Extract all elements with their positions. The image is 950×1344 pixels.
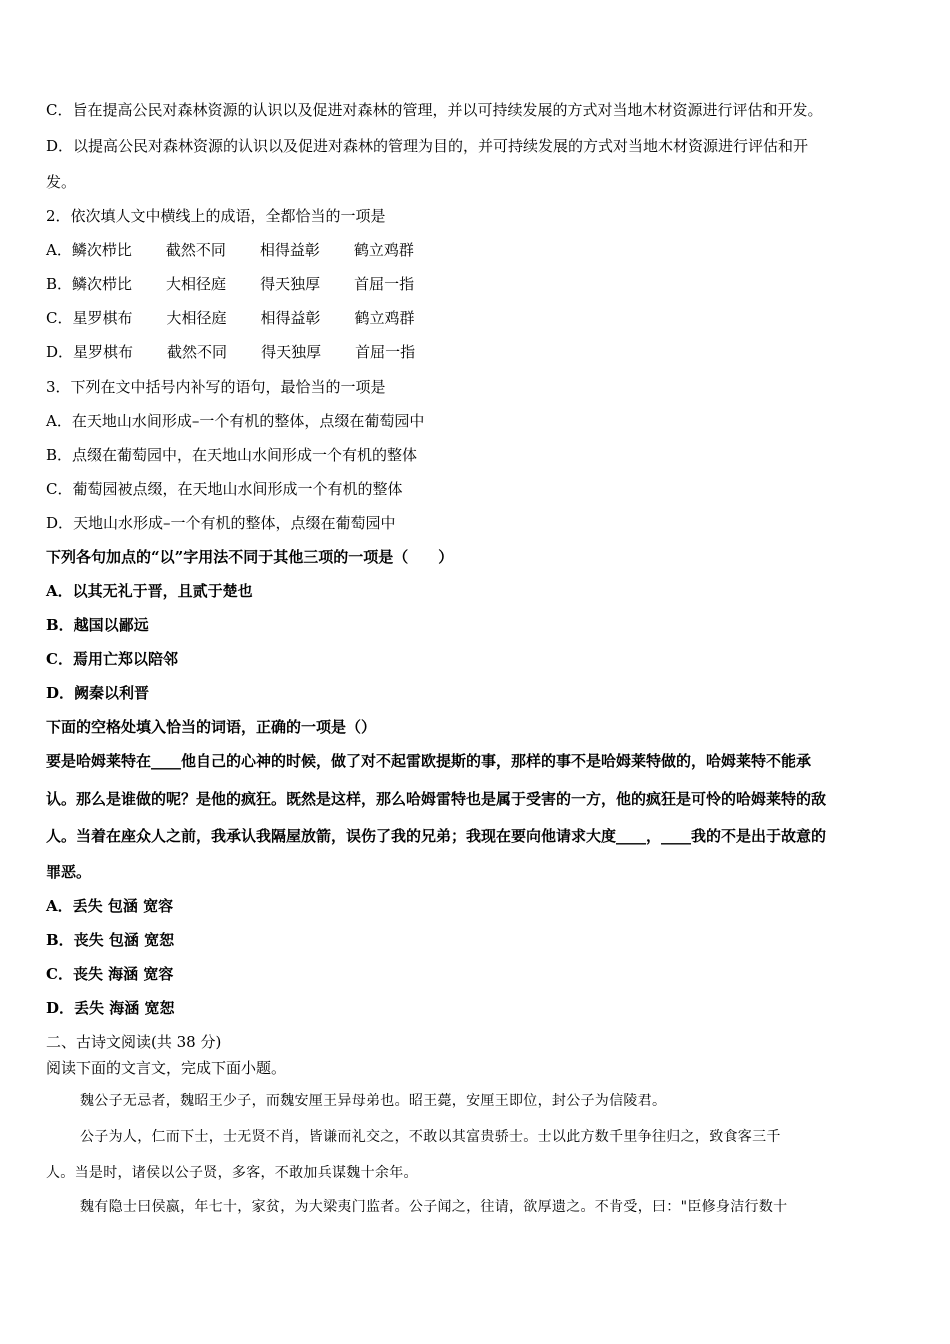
q3-stem: 3．下列在文中括号内补写的语句，最恰当的一项是: [46, 378, 386, 396]
section2-title: 二、古诗文阅读(共 38 分): [46, 1033, 222, 1051]
idiom: 星罗棋布: [72, 309, 133, 327]
section2-intro: 阅读下面的文言文，完成下面小题。: [46, 1059, 287, 1077]
idiom: 首屈一指: [354, 275, 415, 293]
q4-option-c: C．焉用亡郑以陪邻: [46, 650, 178, 668]
q3-option-a: A．在天地山水间形成–一个有机的整体，点缀在葡萄园中: [46, 412, 425, 430]
q5-passage-line1: 要是哈姆莱特在____他自己的心神的时候，做了对不起雷欧提斯的事，那样的事不是哈姆莱特做的，哈姆莱特不能承: [46, 752, 812, 770]
classical-passage-p2-line1: 公子为人，仁而下士，士无贤不肖，皆谦而礼交之，不敢以其富贵骄士。士以此方数千里争往归之，致食客三千: [80, 1129, 781, 1145]
q5-passage-line2: 认。那么是谁做的呢？是他的疯狂。既然是这样，那么哈姆雷特也是属于受害的一方，他的疯狂是可怜的哈姆莱特的敌: [46, 790, 827, 808]
idiom: 得天独厚: [261, 343, 322, 361]
idiom: 得天独厚: [260, 275, 321, 293]
option-label: B．: [46, 275, 73, 293]
idiom: 鳞次栉比: [71, 241, 132, 259]
q4-option-d: D．阙秦以利晋: [46, 684, 150, 702]
idiom: 截然不同: [165, 241, 226, 259]
idiom: 鹤立鸡群: [354, 309, 415, 327]
idiom: 鹤立鸡群: [353, 241, 414, 259]
q5-option-b: B．丧失 包涵 宽恕: [46, 931, 175, 949]
q1-option-d-line1: D．以提高公民对森林资源的认识以及促进对森林的管理为目的，并可持续发展的方式对当地木材资源进行评估和开: [46, 137, 809, 155]
idiom: 首屈一指: [355, 343, 416, 361]
q4-option-b: B．越国以鄙远: [46, 616, 149, 634]
option-label: A．: [46, 241, 72, 259]
q1-option-c: C．旨在提高公民对森林资源的认识以及促进对森林的管理，并以可持续发展的方式对当地木材资源进行评估和开发。: [46, 101, 823, 119]
idiom: 鳞次栉比: [72, 275, 133, 293]
q2-option-c: [46, 308, 415, 328]
q2-option-a: [46, 240, 414, 260]
q3-option-c: C．葡萄园被点缀，在天地山水间形成一个有机的整体: [46, 480, 403, 498]
idiom: 相得益彰: [259, 241, 320, 259]
q4-stem: 下列各句加点的“以”字用法不同于其他三项的一项是（ ）: [46, 548, 454, 566]
q5-option-a: A．丢失 包涵 宽容: [46, 897, 174, 915]
idiom: 大相径庭: [166, 275, 227, 293]
q3-option-b: B．点缀在葡萄园中，在天地山水间形成一个有机的整体: [46, 446, 418, 464]
idiom: 截然不同: [167, 343, 228, 361]
q5-option-c: C．丧失 海涵 宽容: [46, 965, 174, 983]
option-label: D．: [46, 343, 74, 361]
classical-passage-p2-line2: 人。当是时，诸侯以公子贤，多客，不敢加兵谋魏十余年。: [46, 1165, 418, 1181]
q2-option-d: [46, 342, 415, 362]
q5-stem: 下面的空格处填入恰当的词语，正确的一项是（）: [46, 718, 377, 736]
q5-passage-line3: 人。当着在座众人之前，我承认我隔屋放箭，误伤了我的兄弟；我现在要向他请求大度____，____我的不是出于故意的: [46, 827, 827, 845]
q2-stem: 2．依次填人文中横线上的成语，全都恰当的一项是: [46, 207, 386, 225]
classical-passage-p1: 魏公子无忌者，魏昭王少子，而魏安厘王异母弟也。昭王薨，安厘王即位，封公子为信陵君。: [80, 1093, 667, 1109]
idiom: 相得益彰: [260, 309, 321, 327]
idiom: 星罗棋布: [73, 343, 134, 361]
q5-option-d: D．丢失 海涵 宽恕: [46, 999, 175, 1017]
q4-option-a: A．以其无礼于晋，且贰于楚也: [46, 582, 253, 600]
idiom: 大相径庭: [166, 309, 227, 327]
q3-option-d: D．天地山水形成–一个有机的整体，点缀在葡萄园中: [46, 514, 396, 532]
q5-passage-line4: 罪恶。: [46, 863, 92, 881]
q2-option-b: [46, 274, 414, 294]
option-label: C．: [46, 309, 73, 327]
classical-passage-p3: 魏有隐士曰侯嬴，年七十，家贫，为大梁夷门监者。公子闻之，往请，欲厚遗之。不肯受，曰："臣修身洁行数十: [80, 1199, 788, 1215]
q1-option-d-line2: 发。: [46, 173, 77, 191]
